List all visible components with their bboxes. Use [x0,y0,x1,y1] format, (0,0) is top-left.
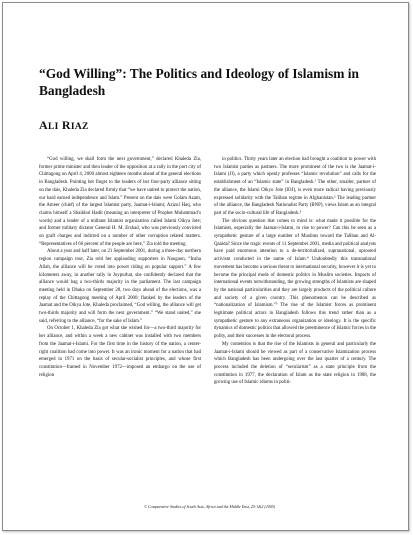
author-first-name-rest: LI [47,122,59,132]
body-column-right [214,156,376,478]
author-initial-first: A [39,118,48,132]
article-author [39,118,89,133]
author-initial-last: R [61,118,71,132]
article-title: “God Willing”: The Politics and Ideology of Islamism in Bangladesh [39,66,359,98]
body-paragraph: in politics. Thirty years later an election had brought a coalition to power with two Islamist parties as partners. The more prominent of the two is the Jaamat-i-Islami (JI), a party which openly professes “Islamic revolution” and calls for the establishment of an “Islamic state” in Bangladesh.¹ The other, smaller, partner of the alliance, the Islami Oikyo Jote (IOJ), is even more radical having previously expressed solidarity with the Taliban regime in Afghanistan.² The leading partner of the alliance, the Bangladesh Nationalist Party (BNP), views Islam as an integral part of the socio-cultural life of Bangladesh.³ [214,157,376,216]
body-paragraph: About a year and half later, on 21 September 2001, during a three-day northern region campaign tour, Zia told her applauding supporters in Naogaon, “Insha Allah, the alliance will be voted into power riding on popular support.” A few kilometers away, in another rally in Joypurhat, she confidently declared that the alliance would bag a two-thirds majority in the parliament. The last campaign meeting held in Dhaka on September 28, two days ahead of the elections, was a replay of the Chittagong meeting of April 2000; flanked by the leaders of the Jaamat and the Oikya Jote, Khaleda proclaimed, “God willing, the alliance will get two-thirds majority and will form the next government.” “We stand united,” she said, referring to the alliance, “for the sake of Islam.” [39,249,201,324]
body-paragraph: “God willing, we shall form the next government,” declared Khaleda Zia, former prime minister and then leader of the opposition at a rally in the port city of Chittagong on April 4, 2000 almost eighteen months ahead of the general elections in Bangladesh. Pointing her finger to the leaders of her four-party alliance sitting on the dais, Khaleda Zia declared firmly that “we have united to protect the nation, our hard earned independence and Islam.” Present on the dais were Golam Azam, the Ameer (chief) of the largest Islamist party, Jaamat-i-Islami; Azizul Haq, who claims himself a Shaikhul Hadit (meaning an interpreter of Prophet Muhammad’s words) and a leader of a militant Islamist organization called Islami Oikya Jote; and former military dictator General H. M. Ershad, who was previously convicted on graft charges and indicted on a number of other corruption related matters. “Representatives of 66 percent of the people are here,” Zia told the meeting. [39,157,201,247]
journal-footer: © Comparative Studies of South Asia, Africa and the Middle East, 25:1&2 (2005) [143,504,276,509]
body-paragraph: On October 1, Khaleda Zia got what she wished for—a two-third majority for her alliance, and within a week a new cabinet was installed with two members from the Jaamat-i-Islami. For the first time in the history of the nation, a center-right coalition had come into power. It was an ironic moment for a nation that had emerged in 1971 on the basis of secular-socialist principles, and whose first constitution—framed in November 1972—imposed an embargo on the use of religion [39,326,201,378]
paper-page [2,2,409,531]
body-paragraph: My contention is that the rise of the Islamists in general and particularly the Jaamat-i-Islami should be viewed as part of a conservative Islamization process which Bangladesh has been undergoing over the last quarter of a century. The process included the deletion of “secularism” as a state principle from the constitution in 1977, the declaration of Islam as the state religion in 1988, the growing use of Islamic idioms in politi- [214,341,376,386]
body-column-left [39,156,201,478]
body-paragraph: The obvious question that comes to mind is: what made it possible for the Islamists, especially the Jaamat-i-Islami, to rise to power? Can this be seen as a sympathetic gesture of a large number of Muslims toward the Taliban and Al-Qaaida? Since the tragic events of 11 September 2001, media and political analysts have paid enormous attention to a de-territorialized, supranational, uprooted activism conducted in the name of Islam.⁴ Undoubtedly this transnational movement has become a serious threat to international security, however it is yet to become the principal mode of domestic politics in Muslim societies. Impacts of international events notwithstanding, the growing strengths of Islamists are shaped by the national particularities and they are largely products of the political culture and society of a given country. This phenomenon can be described as “nationalization of Islamism.”⁵ The rise of the Islamist forces as prominent legitimate political actors in Bangladesh follows this trend rather than as a sympathetic gesture to any extraneous organization or ideology. It is the specific dynamics of domestic politics that allowed the preeminence of Islamic forces in the polity, and their successes in the electoral process. [214,218,376,340]
author-last-name-rest: IAZ [70,122,89,132]
